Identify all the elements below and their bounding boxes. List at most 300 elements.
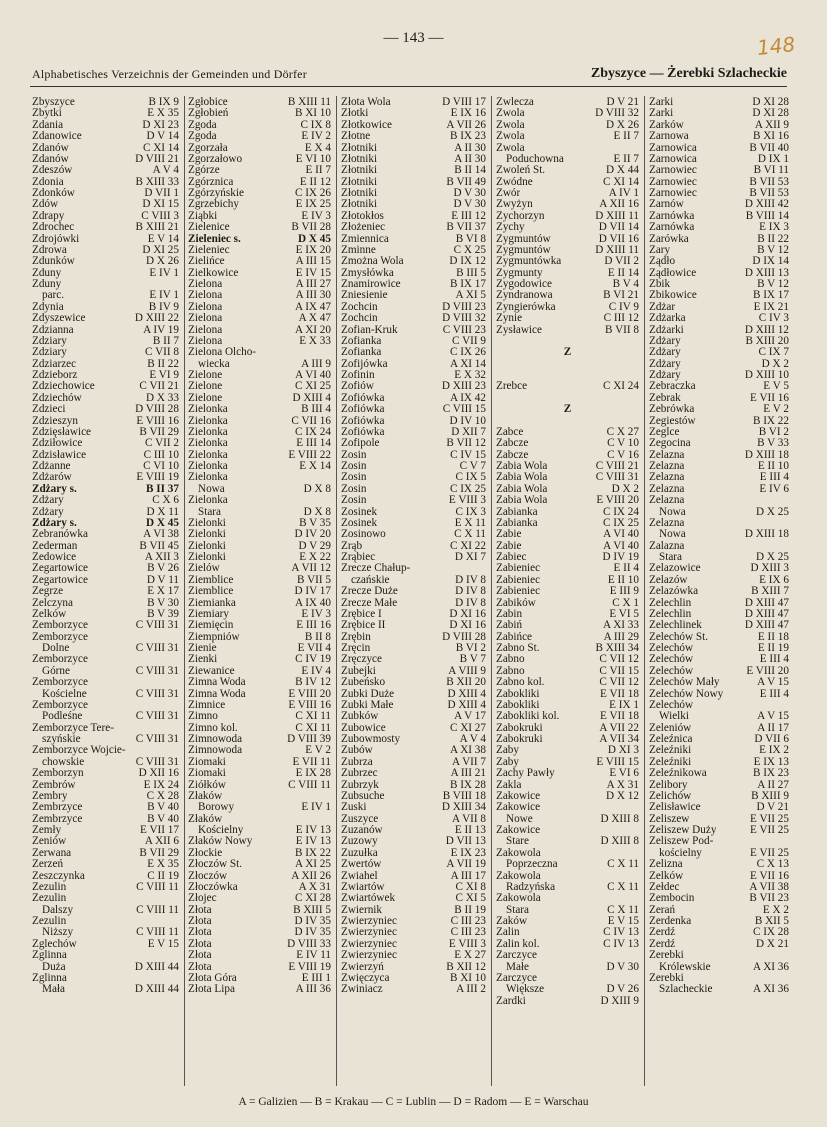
index-entry bbox=[496, 336, 639, 347]
entry-name: Żeleźnica bbox=[649, 734, 693, 745]
entry-code: D XIII 4 bbox=[447, 698, 486, 711]
entry-name: parc. bbox=[42, 290, 65, 302]
entry-code: D IX 14 bbox=[752, 255, 789, 268]
entry-code: B XI 16 bbox=[752, 130, 789, 143]
entry-name: Żardki bbox=[496, 995, 526, 1007]
entry-code: B VII 49 bbox=[446, 175, 486, 188]
entry-code: E VIII 20 bbox=[288, 687, 331, 700]
entry-code: D X 26 bbox=[606, 118, 639, 131]
entry-name: Zosinek bbox=[341, 517, 378, 529]
entry-name: Żelazna bbox=[649, 461, 685, 472]
entry-name: Zwierzyniec bbox=[341, 950, 397, 962]
entry-code: E VIII 22 bbox=[288, 448, 331, 461]
entry-code: B IX 17 bbox=[752, 289, 789, 302]
entry-name: Złota bbox=[188, 904, 212, 916]
entry-code: B II 8 bbox=[304, 630, 331, 643]
entry-name: Zielonka bbox=[188, 495, 228, 507]
entry-name: Zofianka bbox=[341, 347, 382, 359]
entry-name: Zdynia bbox=[32, 301, 64, 313]
entry-code: D XIII 11 bbox=[595, 209, 639, 222]
entry-code: A V 15 bbox=[757, 676, 789, 689]
entry-name: Zimnowoda bbox=[188, 734, 243, 745]
entry-code: E IV 13 bbox=[295, 824, 331, 836]
entry-code: D X 44 bbox=[606, 164, 639, 177]
entry-code: A XI 14 bbox=[449, 357, 486, 370]
entry-name: Zygmuntówka bbox=[496, 256, 562, 268]
index-entry bbox=[649, 347, 789, 358]
entry-code: B V 40 bbox=[147, 801, 179, 814]
entry-name: Zwyżyn bbox=[496, 199, 533, 211]
entry-name: Żarki bbox=[649, 108, 674, 120]
entry-name: Złota Góra bbox=[188, 972, 237, 984]
entry-name: Zemborzyce bbox=[32, 631, 88, 643]
entry-name: Zrecze Małe bbox=[341, 597, 398, 609]
index-entry bbox=[341, 313, 486, 324]
entry-code: A VIII 9 bbox=[448, 664, 486, 677]
entry-name: Żeleźnikowa bbox=[649, 768, 707, 780]
entry-code: B VII 5 bbox=[297, 573, 331, 586]
entry-code bbox=[329, 347, 331, 358]
entry-code: C X 11 bbox=[607, 903, 639, 916]
entry-name: Kościelne bbox=[42, 688, 87, 700]
entry-code: D VIII 32 bbox=[595, 107, 639, 120]
entry-name: Zrecze Duże bbox=[341, 586, 398, 598]
entry-name: Zduny bbox=[32, 279, 62, 290]
entry-name: Znamirowice bbox=[341, 279, 401, 290]
entry-name: Żegiestów bbox=[649, 415, 696, 427]
entry-name: Zosinek bbox=[341, 506, 378, 518]
entry-name: Kościelny bbox=[198, 825, 244, 836]
entry-name: Żabińce bbox=[496, 631, 533, 643]
entry-name: Zmożna Wola bbox=[341, 256, 404, 268]
entry-code: B IX 23 bbox=[449, 130, 486, 143]
entry-code: D X 21 bbox=[756, 937, 789, 950]
entry-code: B VI 2 bbox=[758, 425, 789, 438]
entry-name: Zielone bbox=[188, 370, 223, 381]
entry-code: C VI 10 bbox=[143, 460, 179, 472]
entry-code: B II 22 bbox=[147, 357, 179, 370]
entry-name: Żarnowica bbox=[649, 153, 697, 165]
entry-name: Zubki Duże bbox=[341, 688, 395, 700]
entry-name: Zubrza bbox=[341, 756, 373, 768]
entry-code: D VIII 28 bbox=[442, 630, 486, 643]
index-column-4 bbox=[496, 97, 639, 1007]
entry-code: C X 25 bbox=[453, 243, 486, 256]
entry-name: Zubki Małe bbox=[341, 699, 394, 711]
entry-name: Zbyszyce bbox=[32, 97, 75, 108]
index-entry bbox=[496, 768, 639, 779]
entry-code: D VIII 32 bbox=[442, 312, 486, 325]
entry-code: E III 9 bbox=[609, 585, 639, 598]
entry-code: C IX 26 bbox=[294, 187, 331, 199]
entry-code: D XI 23 bbox=[142, 118, 179, 131]
index-entry bbox=[496, 677, 639, 688]
entry-code: A II 30 bbox=[454, 152, 486, 165]
entry-name: Zubeńsko bbox=[341, 677, 386, 689]
entry-name: Żerdź bbox=[649, 938, 676, 950]
entry-name: Żary bbox=[649, 244, 671, 256]
entry-name: Zgoda bbox=[188, 131, 217, 143]
entry-code: C X 6 bbox=[152, 494, 179, 507]
entry-code: D X 26 bbox=[146, 255, 179, 268]
entry-name: Zdzianna bbox=[32, 324, 74, 336]
entry-name: Zgorzałowo bbox=[188, 153, 243, 165]
entry-code: E VIII 3 bbox=[448, 494, 486, 507]
entry-name: Duża bbox=[42, 961, 66, 973]
entry-name: Żabokliki bbox=[496, 688, 540, 700]
entry-name: Żakla bbox=[496, 779, 522, 791]
entry-code: C IV 19 bbox=[295, 653, 331, 666]
entry-code: C III 23 bbox=[450, 915, 486, 927]
entry-name: Żakowice bbox=[496, 790, 541, 802]
entry-code: D XIII 47 bbox=[744, 607, 789, 620]
entry-name: Zdanów bbox=[32, 142, 69, 154]
entry-code: E VIII 15 bbox=[596, 755, 639, 768]
entry-name: wiecka bbox=[198, 358, 230, 370]
index-entry bbox=[188, 313, 331, 324]
entry-code: D VII 2 bbox=[604, 255, 639, 268]
entry-name: Szlacheckie bbox=[659, 984, 713, 996]
entry-name: Złożeniec bbox=[341, 222, 386, 234]
entry-name: Zwierzyniec bbox=[341, 938, 397, 950]
entry-name: Zdżary bbox=[32, 506, 64, 518]
entry-code: D XI 16 bbox=[449, 619, 486, 632]
entry-code: B V 33 bbox=[757, 437, 789, 450]
entry-code: A XII 3 bbox=[144, 551, 179, 563]
entry-code: C XI 5 bbox=[455, 892, 486, 905]
entry-code: C X 11 bbox=[607, 880, 639, 893]
entry-code: D XI 28 bbox=[752, 107, 789, 120]
entry-name: Żakowola bbox=[496, 893, 541, 905]
entry-name: Zemborzyce Wojcie- bbox=[32, 745, 126, 757]
entry-code: E IX 24 bbox=[143, 778, 179, 791]
entry-code: D XI 16 bbox=[449, 607, 486, 620]
entry-name: Nowa bbox=[659, 506, 686, 518]
entry-name: Zdziary bbox=[32, 335, 67, 347]
entry-name: Zielonka bbox=[188, 461, 228, 472]
entry-code: B V 35 bbox=[299, 516, 331, 529]
entry-name: Zofiów bbox=[341, 381, 374, 393]
entry-name: Zubowice bbox=[341, 722, 386, 734]
entry-name: Zielona bbox=[188, 301, 223, 313]
entry-code: E III 12 bbox=[451, 209, 486, 222]
entry-name: Zdeszów bbox=[32, 165, 73, 177]
entry-name: Zielonki bbox=[188, 517, 226, 529]
entry-code: D XIII 9 bbox=[600, 994, 639, 1007]
entry-code: D XI 7 bbox=[454, 551, 486, 563]
entry-name: Żabokruki bbox=[496, 722, 543, 734]
entry-name: Zielonka bbox=[188, 426, 228, 438]
entry-name: Zdziechowice bbox=[32, 381, 95, 393]
index-entry bbox=[188, 256, 331, 267]
entry-name: Zdżary s. bbox=[32, 483, 77, 495]
entry-code: D VIII 23 bbox=[442, 300, 486, 313]
entry-code: D V 30 bbox=[606, 960, 639, 973]
entry-name: Zdrochec bbox=[32, 222, 75, 234]
entry-name: Zmiennica bbox=[341, 233, 389, 245]
entry-name: Żabianka bbox=[496, 506, 538, 518]
entry-name: Zelczyna bbox=[32, 597, 73, 609]
entry-name: Zdyszewice bbox=[32, 313, 86, 325]
entry-code: C VIII 23 bbox=[442, 323, 486, 336]
entry-code: B II 22 bbox=[757, 232, 789, 245]
entry-code: C XI 8 bbox=[455, 880, 486, 893]
entry-name: Ziemblice bbox=[188, 586, 234, 598]
entry-code: D VII 16 bbox=[598, 232, 639, 245]
entry-name: Zgłobice bbox=[188, 97, 228, 108]
entry-code: B II 19 bbox=[454, 903, 486, 916]
entry-code: E II 4 bbox=[613, 562, 639, 575]
entry-name: Żarki bbox=[649, 97, 674, 108]
entry-name: Ziemiary bbox=[188, 608, 230, 620]
index-entry bbox=[341, 950, 486, 961]
entry-name: Żakowola bbox=[496, 847, 541, 859]
entry-name: Wielki bbox=[659, 711, 689, 723]
entry-name: Żebraczka bbox=[649, 381, 696, 393]
entry-name: Złota bbox=[188, 916, 212, 927]
entry-code: E II 7 bbox=[613, 152, 639, 165]
entry-code: E VII 18 bbox=[600, 687, 639, 700]
index-entry bbox=[32, 313, 179, 324]
entry-code: A III 17 bbox=[450, 869, 486, 882]
entry-code: E X 33 bbox=[299, 334, 331, 347]
entry-name: Żdżary bbox=[649, 358, 681, 370]
index-entry bbox=[188, 984, 331, 995]
entry-code: C VIII 31 bbox=[135, 710, 179, 723]
entry-name: Zdżary s. bbox=[32, 517, 77, 529]
entry-code: B VII 8 bbox=[605, 323, 639, 336]
entry-name: Zygmuntów bbox=[496, 244, 551, 256]
entry-name: Zminne bbox=[341, 244, 376, 256]
entry-name: Żabin bbox=[496, 608, 523, 620]
entry-name: Dolne bbox=[42, 643, 70, 654]
entry-code: A III 9 bbox=[301, 357, 331, 370]
index-entry bbox=[649, 586, 789, 597]
entry-code: D XIII 44 bbox=[134, 960, 179, 973]
index-entry bbox=[32, 905, 179, 916]
entry-name: Zosinowo bbox=[341, 529, 386, 541]
entry-code: E IV 3 bbox=[301, 607, 331, 620]
entry-name: Złota bbox=[188, 950, 212, 962]
entry-name: Żarnówka bbox=[649, 222, 695, 234]
index-entry bbox=[32, 711, 179, 722]
entry-name: Żaby bbox=[496, 756, 519, 768]
index-entry bbox=[496, 711, 639, 722]
index-entry bbox=[188, 484, 331, 495]
column-divider bbox=[184, 96, 185, 1086]
entry-name: Stare bbox=[506, 836, 529, 848]
entry-code: D VIII 21 bbox=[135, 152, 179, 165]
entry-code: B XIII 11 bbox=[287, 96, 331, 108]
entry-name: Borowy bbox=[198, 802, 235, 814]
entry-code: E IX 3 bbox=[759, 221, 789, 234]
entry-code: B VII 28 bbox=[291, 221, 331, 234]
entry-code: C VIII 11 bbox=[136, 880, 179, 893]
entry-code: D XIII 18 bbox=[744, 528, 789, 541]
entry-code: B V 40 bbox=[147, 812, 179, 825]
entry-name: Zofijówka bbox=[341, 358, 388, 370]
entry-name: Zofiówka bbox=[341, 404, 385, 416]
entry-name: Złoczów St. bbox=[188, 859, 243, 871]
entry-code: D XIII 18 bbox=[744, 448, 789, 461]
entry-code: B III 5 bbox=[456, 266, 486, 279]
index-entry bbox=[188, 404, 331, 415]
index-entry bbox=[496, 393, 639, 404]
index-entry bbox=[188, 336, 331, 347]
entry-code: D X 8 bbox=[303, 505, 331, 518]
entry-code: D XIII 4 bbox=[447, 687, 486, 700]
entry-name: Żabno bbox=[496, 654, 525, 666]
entry-name: Zezulin bbox=[32, 916, 67, 927]
entry-name: Zuzułka bbox=[341, 847, 378, 859]
entry-code: D XIII 44 bbox=[134, 983, 179, 996]
entry-code: A III 15 bbox=[295, 255, 331, 268]
index-entry bbox=[496, 939, 639, 950]
index-entry bbox=[496, 438, 639, 449]
index-entry bbox=[341, 131, 486, 142]
entry-code: B II 7 bbox=[152, 334, 179, 347]
entry-name: Zysławice bbox=[496, 324, 542, 336]
entry-name: Żelechów bbox=[649, 654, 694, 666]
entry-code: E IV 4 bbox=[301, 664, 331, 677]
entry-name: Zembry bbox=[32, 790, 68, 802]
entry-name: Zwola bbox=[496, 142, 525, 154]
entry-name: Ziomaki bbox=[188, 756, 226, 768]
entry-code: A IX 40 bbox=[294, 596, 331, 609]
entry-code: C V 7 bbox=[459, 460, 486, 472]
index-entry bbox=[496, 620, 639, 631]
entry-name: Złoczówka bbox=[188, 881, 238, 893]
entry-name: Żądło bbox=[649, 256, 676, 268]
entry-name: Zubrzyk bbox=[341, 779, 379, 791]
entry-name: Stara bbox=[659, 552, 682, 563]
entry-code: A XII 9 bbox=[754, 118, 789, 131]
entry-code: B VII 29 bbox=[139, 846, 179, 859]
entry-name: Stara bbox=[198, 506, 221, 518]
entry-code: C XI 25 bbox=[294, 380, 331, 393]
entry-code: E X 14 bbox=[299, 460, 331, 472]
entry-name: Żarnowiec bbox=[649, 165, 697, 177]
entry-code: E X 17 bbox=[147, 585, 179, 598]
entry-name: Zgórze bbox=[188, 165, 220, 177]
entry-name: Zimna Woda bbox=[188, 688, 246, 700]
entry-name: Górne bbox=[42, 665, 70, 677]
entry-code bbox=[787, 950, 789, 961]
entry-code: D X 11 bbox=[146, 505, 179, 518]
entry-code: D XIII 10 bbox=[744, 369, 789, 381]
index-entry bbox=[188, 529, 331, 540]
entry-name: Zimnowoda bbox=[188, 745, 243, 757]
entry-name: Zielonka bbox=[188, 404, 228, 416]
entry-name: Żeleźniki bbox=[649, 745, 692, 757]
entry-code: E VII 11 bbox=[292, 755, 331, 768]
entry-name: Nowa bbox=[659, 529, 686, 541]
entry-name: Żerebki bbox=[649, 950, 684, 962]
entry-name: Żeliszew Duży bbox=[649, 825, 717, 836]
index-entry bbox=[32, 950, 179, 961]
entry-code bbox=[329, 495, 331, 506]
index-entry bbox=[649, 939, 789, 950]
entry-name: Złockie bbox=[188, 847, 223, 859]
entry-name: Żabokliki kol. bbox=[496, 711, 560, 723]
entry-code: A III 29 bbox=[603, 630, 639, 643]
entry-name: Żelechów St. bbox=[649, 631, 709, 643]
index-column-5 bbox=[649, 97, 789, 996]
entry-name: Złota Wola bbox=[341, 97, 391, 108]
entry-code: E X 27 bbox=[454, 949, 486, 962]
entry-code: D XIII 47 bbox=[744, 619, 789, 632]
entry-name: Zielona bbox=[188, 335, 223, 347]
index-entry bbox=[32, 768, 179, 779]
entry-code: E IX 16 bbox=[450, 107, 486, 120]
entry-name: Żelazna bbox=[649, 472, 685, 484]
entry-code: B IX 17 bbox=[449, 278, 486, 290]
entry-code: D VIII 17 bbox=[442, 96, 486, 108]
entry-name: Ziempniów bbox=[188, 631, 240, 643]
entry-name: Żelazna bbox=[649, 495, 685, 507]
entry-name: Żelazna bbox=[649, 517, 685, 529]
entry-code: D VII 1 bbox=[144, 187, 179, 199]
index-entry bbox=[496, 984, 639, 995]
entry-code: A XI 33 bbox=[602, 619, 639, 632]
entry-code: E V 2 bbox=[763, 403, 789, 416]
entry-name: Zemborzyce bbox=[32, 699, 88, 711]
entry-code: A XI 25 bbox=[294, 858, 331, 871]
entry-name: Złota bbox=[188, 938, 212, 950]
entry-name: Żelazowice bbox=[649, 563, 701, 575]
entry-code: D IV 17 bbox=[294, 585, 331, 598]
index-entry bbox=[341, 859, 486, 870]
entry-name: Zuzanów bbox=[341, 825, 383, 836]
entry-name: Żerdź bbox=[649, 927, 676, 939]
entry-code: A V 4 bbox=[152, 164, 179, 177]
entry-code: E V 15 bbox=[147, 937, 179, 950]
entry-code: D VII 13 bbox=[445, 835, 486, 848]
entry-name: Ziomaki bbox=[188, 768, 226, 780]
entry-code: C VIII 21 bbox=[595, 460, 639, 472]
index-entry bbox=[649, 495, 789, 506]
entry-name: Zwierzyniec bbox=[341, 916, 397, 927]
entry-code: E VII 25 bbox=[750, 824, 789, 836]
entry-name: Żbikowice bbox=[649, 290, 697, 302]
page-number: — 143 — bbox=[383, 30, 444, 46]
entry-name: Żalin kol. bbox=[496, 938, 540, 950]
entry-name: Żelisławice bbox=[649, 802, 701, 814]
entry-code: C XI 11 bbox=[295, 721, 331, 734]
entry-name: Żelechów Nowy bbox=[649, 688, 724, 700]
entry-code: B XIII 34 bbox=[595, 642, 639, 654]
entry-code: E IV 2 bbox=[301, 130, 331, 143]
entry-name: Żarków bbox=[649, 119, 684, 131]
entry-code: B XIII 5 bbox=[293, 903, 331, 916]
index-entry bbox=[341, 768, 486, 779]
entry-name: Żełdec bbox=[649, 881, 680, 893]
entry-name: Zdanowice bbox=[32, 131, 82, 143]
entry-name: Zielonka bbox=[188, 472, 228, 484]
entry-code: B VII 37 bbox=[446, 221, 486, 234]
entry-code: B IX 22 bbox=[752, 414, 789, 427]
index-entry bbox=[649, 256, 789, 267]
index-entry bbox=[649, 802, 789, 813]
entry-name: Żembocin bbox=[649, 893, 695, 905]
entry-name: Zubsuche bbox=[341, 790, 385, 802]
running-header-left: Alphabetisches Verzeichnis der Gemeinden und Dörfer bbox=[32, 67, 307, 81]
entry-name: Zrąb bbox=[341, 540, 363, 552]
entry-code: C IX 26 bbox=[449, 346, 486, 359]
index-entry bbox=[188, 677, 331, 688]
entry-code: A II 17 bbox=[757, 721, 789, 734]
index-entry bbox=[32, 256, 179, 267]
